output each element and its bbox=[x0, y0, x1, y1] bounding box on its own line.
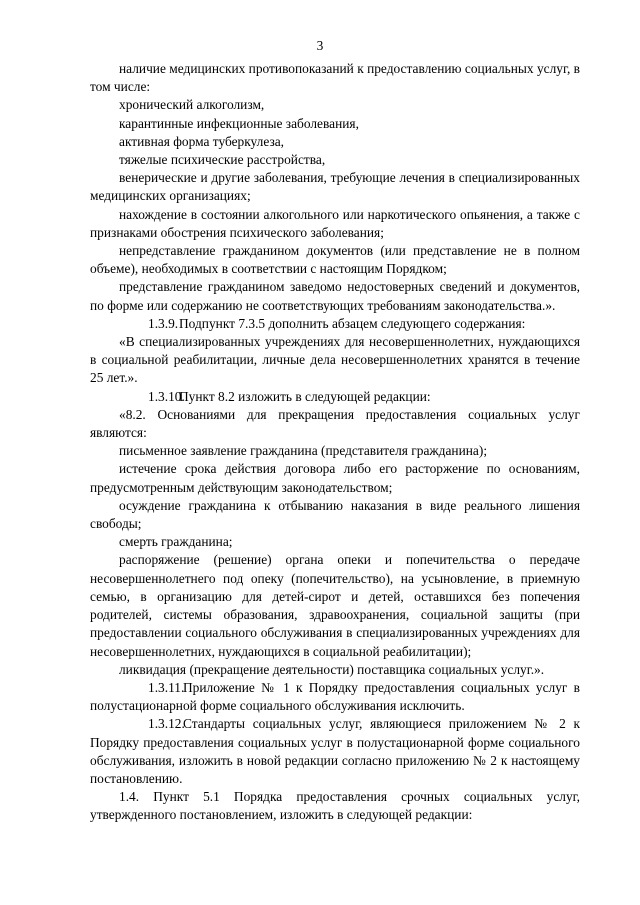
paragraph: тяжелые психические расстройства, bbox=[119, 152, 326, 168]
paragraph: карантинные инфекционные заболевания, bbox=[119, 115, 359, 131]
paragraph: осуждение гражданина к отбыванию наказания в виде реального лишения свободы; bbox=[90, 497, 580, 532]
paragraph: представление гражданином заведомо недостоверных сведений и документов, по форме или содержанию не соответствующих требованиям законодательства.». bbox=[90, 279, 580, 313]
paragraph: 1.4. Пункт 5.1 Порядка предоставления срочных социальных услуг, утвержденного постановлением, изложить в следующей редакции: bbox=[90, 789, 580, 823]
paragraph: истечение срока действия договора либо его расторжение по основаниям, предусмотренным действующим законодательством; bbox=[90, 461, 580, 495]
numbered-paragraph bbox=[90, 715, 580, 788]
numbered-paragraph bbox=[90, 388, 580, 406]
paragraph-text: Приложение № 1 к Порядку предоставления социальных услуг в полустационарной форме социального обслуживания исключить. bbox=[90, 679, 580, 714]
paragraph: смерть гражданина; bbox=[119, 534, 233, 550]
document-body bbox=[90, 60, 580, 825]
paragraph: распоряжение (решение) органа опеки и попечительства о передаче несовершеннолетнего под опеку (попечительство), на усыновление, в приемную семью, в организацию для детей-сирот и детей, оставшихся без попечения родителей, системы образования, здравоохранения, социальной защиты (при предоставлении социального обслуживания в специализированных учреждениях для несовершеннолетних, нуждающихся в социальной реабилитации); bbox=[90, 552, 580, 659]
clause-number: 1.3.11. bbox=[148, 679, 185, 695]
numbered-paragraph bbox=[90, 315, 580, 333]
paragraph-text: Стандарты социальных услуг, являющиеся приложением № 2 к Порядку предоставления социальных услуг в полустационарной форме социального обслуживания, изложить в новой редакции согласно приложению № 2 к настоящему постановлению. bbox=[90, 716, 580, 786]
paragraph-text: Подпункт 7.3.5 дополнить абзацем следующего содержания: bbox=[179, 315, 526, 331]
clause-number: 1.3.12. bbox=[148, 716, 185, 732]
paragraph: непредставление гражданином документов (или представление не в полном объеме), необходимых в соответствии с настоящим Порядком; bbox=[90, 243, 580, 277]
paragraph: нахождение в состоянии алкогольного или наркотического опьянения, а также с признаками обострения психического заболевания; bbox=[90, 206, 580, 240]
paragraph: активная форма туберкулеза, bbox=[119, 133, 285, 149]
paragraph: венерические и другие заболевания, требующие лечения в специализированных медицинских организациях; bbox=[90, 170, 580, 204]
page-number: 3 bbox=[316, 38, 324, 53]
paragraph: наличие медицинских противопоказаний к предоставлению социальных услуг, в том числе: bbox=[90, 61, 580, 95]
paragraph: «В специализированных учреждениях для несовершеннолетних, нуждающихся в социальной реабилитации, личные дела несовершеннолетних хранятся в течение 25 лет.». bbox=[90, 334, 580, 386]
clause-number: 1.3.9. bbox=[148, 315, 179, 331]
paragraph: ликвидация (прекращение деятельности) поставщика социальных услуг.». bbox=[119, 661, 545, 677]
numbered-paragraph bbox=[90, 679, 580, 715]
paragraph: «8.2. Основаниями для прекращения предоставления социальных услуг являются: bbox=[90, 406, 580, 441]
clause-number: 1.3.10. bbox=[148, 388, 185, 404]
paragraph-text: Пункт 8.2 изложить в следующей редакции: bbox=[179, 388, 431, 404]
paragraph: письменное заявление гражданина (представителя гражданина); bbox=[119, 443, 488, 459]
paragraph: хронический алкоголизм, bbox=[119, 97, 265, 113]
